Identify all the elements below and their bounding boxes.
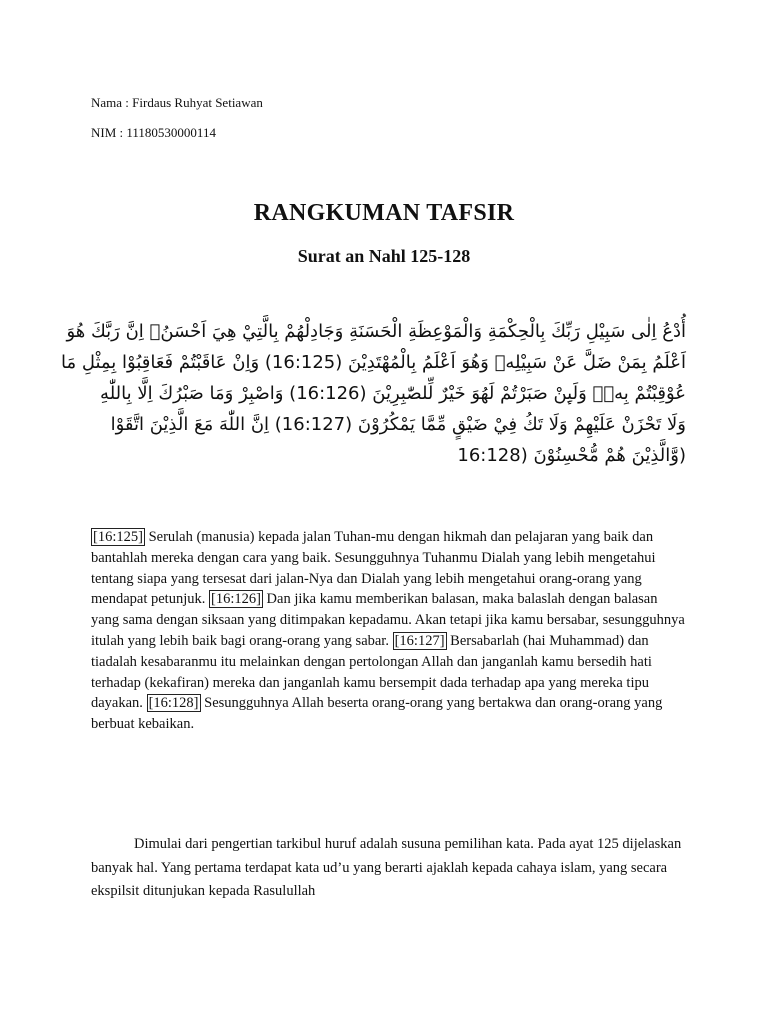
arabic-line: وَلَا تَحْزَنْ عَلَيْهِمْ وَلَا تَكُ فِيْ ضَيْقٍ مِّمَّا يَمْكُرُوْنَ (16:127) اِنَّ اللّٰهَ مَعَ الَّذِيْنَ اتَّقَوْا: [110, 414, 686, 435]
student-nim: NIM : 11180530000114: [91, 125, 216, 140]
verse-ref-link[interactable]: [16:128]: [148, 695, 199, 712]
arabic-verses: [60, 316, 686, 471]
arabic-line: اَعْلَمُ بِمَنْ ضَلَّ عَنْ سَبِيْلِهٖ وَهُوَ اَعْلَمُ بِالْمُهْتَدِيْنَ (16:125) وَاِنْ عَاقَبْتُمْ فَعَاقِبُوْا بِمِثْلِ مَا: [60, 352, 686, 373]
document-subtitle: Surat an Nahl 125-128: [297, 246, 471, 266]
verse-ref-link[interactable]: [16:126]: [210, 591, 261, 608]
translation-text: Serulah (manusia) kepada jalan Tuhan-mu dengan hikmah dan pelajaran yang baik dan bantahlah mereka dengan cara yang baik. Sesungguhnya Tuhanmu Dialah yang lebih mengetahui tentang siapa yang tersesat dari jalan-Nya dan Dialah yang lebih mengetahui orang-orang yang mendapat petunjuk.: [91, 529, 656, 608]
arabic-line: أُدْعُ اِلٰى سَبِيْلِ رَبِّكَ بِالْحِكْمَةِ وَالْمَوْعِظَةِ الْحَسَنَةِ وَجَادِلْهُمْ بِالَّتِيْ هِيَ اَحْسَنُۗ اِنَّ رَبَّكَ هُوَ: [66, 321, 686, 342]
translation-text: Bersabarlah (hai Muhammad) dan tiadalah kesabaranmu itu melainkan dengan pertolongan Allah dan janganlah kamu bersedih hati terhadap (kekafiran) mereka dan janganlah kamu bersempit dada terhadap apa yang mereka tipu dayakan.: [91, 632, 652, 712]
body-paragraph: Dimulai dari pengertian tarkibul huruf adalah susuna pemilihan kata. Pada ayat 125 dijelaskan banyak hal. Yang pertama terdapat kata ud’u yang berarti ajaklah kepada cahaya islam, yang secara ekspilsit ditunjukan kepada Rasulullah: [91, 836, 682, 899]
verse-ref-link[interactable]: [16:127]: [394, 632, 445, 649]
document-title: RANGKUMAN TAFSIR: [253, 200, 515, 226]
arabic-line: عُوْقِبْتُمْ بِهٖۗ وَلَىِٕنْ صَبَرْتُمْ لَهُوَ خَيْرٌ لِّلصّٰبِرِيْنَ (16:126) وَاصْبِرْ وَمَا صَبْرُكَ اِلَّا بِاللّٰهِ: [100, 383, 686, 404]
translation-block: [91, 527, 687, 735]
arabic-line: (وَّالَّذِيْنَ هُمْ مُّحْسِنُوْنَ (16:128: [457, 445, 686, 466]
student-name: Nama : Firdaus Ruhyat Setiawan: [91, 95, 263, 110]
verse-ref-link[interactable]: [16:125]: [93, 529, 143, 545]
translation-text: Dan jika kamu memberikan balasan, maka balaslah dengan balasan yang sama dengan siksaan yang ditimpakan kepadamu. Akan tetapi jika kamu bersabar, sesungguhnya itulah yang lebih baik bagi orang-orang yang sabar.: [91, 591, 685, 649]
translation-text: Sesungguhnya Allah beserta orang-orang yang bertakwa dan orang-orang yang berbuat kebaikan.: [91, 695, 663, 733]
